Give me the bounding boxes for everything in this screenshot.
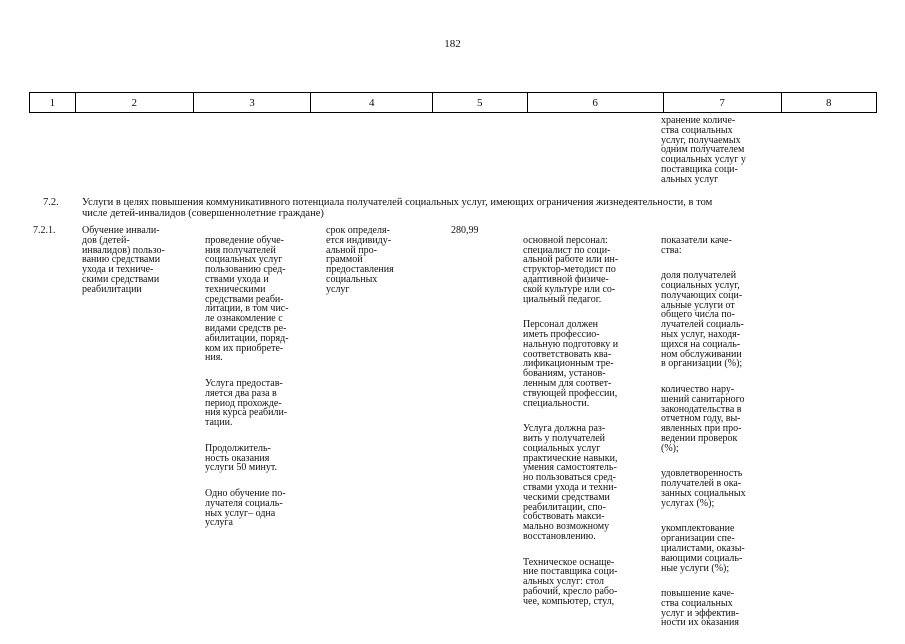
indicator-paragraph: показатели каче- ства: [661, 234, 732, 256]
column-number-6: 6 [527, 93, 663, 113]
conditions-paragraph: Техническое оснаще- ние поставщика соци- альных услуг: стол рабочий, кресло рабо- чее, компьютер, стул, [523, 556, 618, 607]
indicator-paragraph: доля получателей социальных услуг, получающих соци- альные услуги от общего числа по- лучателей социаль- ных услуг, находя- щихся на социаль- ном обслуживании в организации (%); [661, 270, 744, 370]
indicator-paragraph: укомплектование организации спе- циалистами, оказы- вающими социаль- ные услуги (%); [661, 523, 745, 574]
indicator-paragraph: количество нару- шений санитарного законодательства в отчетном году, вы- явленных при про- ведении проверок (%); [661, 383, 745, 454]
conditions-paragraph: Персонал должен иметь профессио- нальную подготовку и соответствовать ква- лификационным тре- бованиям, установ- ленным для соответ- ствующей профессии, специальности. [523, 319, 619, 409]
service-name: Обучение инвали- дов (детей- инвалидов) пользо- ванию средствами ухода и техниче- скими средствами реабилитации [82, 225, 165, 295]
indicator-paragraph: повышение каче- ства социальных услуг и эффектив- ности их оказания [661, 588, 739, 629]
column-number-row [30, 93, 877, 113]
column-number-3: 3 [193, 93, 311, 113]
page-number: 182 [444, 38, 461, 50]
column-header-table [29, 92, 877, 113]
service-conditions [523, 226, 658, 622]
description-paragraph: Одно обучение по- лучателя социаль- ных услуг– одна услуга [205, 487, 286, 529]
column-number-1: 1 [30, 93, 76, 113]
column-number-4: 4 [311, 93, 433, 113]
quality-indicators [661, 226, 779, 644]
column-number-5: 5 [433, 93, 527, 113]
service-term: срок определя- ется индивиду- альной про- граммой предоставления социальных услуг [326, 225, 394, 295]
description-paragraph: Продолжитель- ность оказания услуги 50 минут. [205, 442, 278, 474]
conditions-paragraph: Услуга должна раз- вить у получателей социальных услуг практические навыки, умения самостоятель- но пользоваться сред- ствами ухода и техни- ческими средствами реабилитации, спо- собствовать макси- мально возможному восстановлению. [523, 423, 618, 542]
conditions-paragraph: основной персонал: специалист по соци- альной работе или ин- структор-методист по адаптивной физиче- ской культуре или со- циальный педагог. [523, 234, 619, 305]
section-title: Услуги в целях повышения коммуникативного потенциала получателей социальных услуг, имеющих ограничения жизнедеятельности, в том числе детей-инвалидов (совершеннолетние граждане) [82, 197, 713, 219]
description-paragraph: Услуга предостав- ляется два раза в период прохожде- ния курса реабили- тации. [205, 377, 288, 429]
indicator-paragraph: удовлетворенность получателей в ока- занных социальных услугах (%); [661, 468, 746, 509]
column-number-2: 2 [75, 93, 193, 113]
service-description [205, 226, 323, 544]
section-number: 7.2. [43, 197, 59, 208]
description-paragraph: проведение обуче- ния получателей социальных услуг пользованию сред- ствами ухода и техническими средствами реаби- литации, в том чис- ле ознакомление с видами средств ре- абилитации, поряд- ком их приобрете- ния. [205, 234, 289, 364]
column-number-7: 7 [663, 93, 781, 113]
service-price: 280,99 [451, 225, 479, 236]
column-number-8: 8 [781, 93, 877, 113]
continuation-col7: хранение количе- ства социальных услуг, получаемых одним получателем социальных услуг у поставщика соци- альных услуг [661, 115, 746, 185]
row-number: 7.2.1. [33, 225, 56, 236]
